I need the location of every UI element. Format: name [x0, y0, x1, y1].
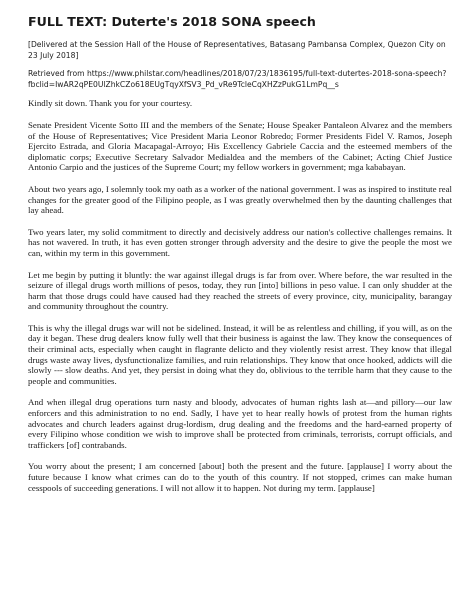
speech-paragraph-3: About two years ago, I solemnly took my oath as a worker of the national government. I was as inspired to institute real changes for the greater good of the Filipino people, as I was greatly overwhelmed then by the daunting challenges that lay ahead. [28, 183, 452, 216]
document-title: FULL TEXT: Duterte's 2018 SONA speech [28, 14, 316, 29]
speech-paragraph-1: Kindly sit down. Thank you for your courtesy. [28, 98, 193, 109]
speech-paragraph-5: Let me begin by putting it bluntly: the war against illegal drugs is far from over. Where before, the war resulted in the seizure of illegal drugs worth millions of pesos, today, they run [into] billions in peso value. I can only shudder at the harm that those drugs could have caused had they reached the streets of every province, city, municipality, barangay and community throughout the country. [28, 269, 452, 312]
speech-paragraph-6: This is why the illegal drugs war will not be sidelined. Instead, it will be as relentless and chilling, if you will, as on the day it began. These drug dealers know fully well that their business is against the law. They know the consequences of their criminal acts, especially when caught in flagrante delicto and they violently resist arrest. They know that illegal drugs waste away lives, dysfunctionalize families, and ruin relationships. They know that once hooked, addicts will die slowly --- slow deaths. And yet, they persist in doing what they do, oblivious to the terrible harm that they cause to the people and communities. [28, 322, 452, 386]
speech-paragraph-8: You worry about the present; I am concerned [about] both the present and the future. [applause] I worry about the future because I know what crimes can do to the youth of this country. If not stopped, crimes can make human cesspools of succeeding generations. I will not allow it to happen. Not during my term. [applause] [28, 461, 452, 493]
delivery-note: [Delivered at the Session Hall of the House of Representatives, Batasang Pambansa Complex, Quezon City on 23 July 2018] [28, 40, 446, 60]
speech-paragraph-7: And when illegal drug operations turn nasty and bloody, advocates of human rights lash at—and pillory—our law enforcers and this administration to no end. Sadly, I have yet to hear really howls of protest from the human rights advocates and church leaders against drug-lordism, drug dealing and the freedoms and the hard-earned property of every Filipino whose condition we wish to improve shall be protected from criminals, terrorists, corrupt officials, and traffickers [of] contrabands. [28, 397, 452, 450]
speech-paragraph-4: Two years later, my solid commitment to directly and decisively address our nation's collective challenges remains. It has not wavered. In truth, it has even gotten stronger through adversity and the desire to give the people the most we can, within my term in this government. [28, 226, 452, 258]
retrieved-from-note: Retrieved from https://www.philstar.com/headlines/2018/07/23/1836195/full-text-dutertes-2018-sona-speech?fbclid=IwAR2qPE0UlZhkCZo618EUgTqyXfSV3_Pd_vRe9TcleCqXHZzPukG1LmPq__s [28, 69, 447, 89]
speech-paragraph-2: Senate President Vicente Sotto III and the members of the Senate; House Speaker Pantaleon Alvarez and the members of the House of Representatives; Vice President Maria Leonor Robredo; Former Presidents Fidel V. Ramos, Joseph Ejercito Estrada, and Gloria Macapagal-Arroyo; His Excellency Gabriele Caccia and the esteemed members of the diplomatic corps; Executive Secretary Salvador Medialdea and the members of the Cabinet; Acting Chief Justice Antonio Carpio and the justices of the Supreme Court; my fellow workers in government; mga kababayan. [28, 119, 452, 173]
